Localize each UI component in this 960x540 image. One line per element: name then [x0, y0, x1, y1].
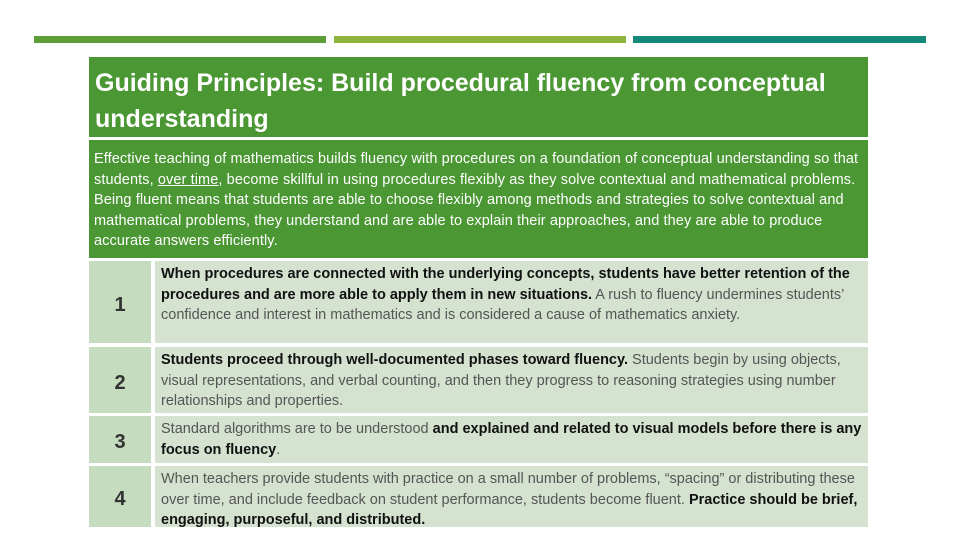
intro-underlined-text: over time	[157, 171, 219, 188]
accent-bar-lime	[334, 36, 626, 43]
principle-text	[155, 261, 868, 343]
accent-bar-teal	[633, 36, 926, 43]
principle-pre-text: Standard algorithms are to be understood	[161, 421, 433, 437]
intro-paragraph	[89, 140, 868, 258]
principle-number: 3	[89, 416, 151, 463]
principle-text	[155, 466, 868, 527]
principle-bold-text: When procedures are connected with the underlying concepts, students have better retention of the procedures and are more able to apply them in new situations.	[161, 266, 850, 303]
intro-text-2: , become skillful in using procedures flexibly as they solve contextual and mathematical problems. Being fluent means that students are able to choose flexibly among methods and strategies to solve contextual and mathematical problems, they understand and are able to explain their approaches, and they are able to produce accurate answers efficiently.	[94, 171, 856, 250]
slide-title: Guiding Principles: Build procedural fluency from conceptual understanding	[89, 57, 868, 137]
principle-post-text: .	[276, 441, 281, 458]
principle-number: 1	[89, 261, 151, 343]
principle-number: 2	[89, 347, 151, 413]
principle-text	[155, 416, 868, 463]
accent-bar-green	[34, 36, 326, 43]
principle-rest-text: A rush to fluency undermines students’ confidence and interest in mathematics and is considered a cause of mathematics anxiety.	[161, 286, 844, 324]
principle-row-1	[89, 261, 868, 343]
principle-bold-text: Practice should be brief, engaging, purposeful, and distributed.	[161, 491, 858, 529]
principle-row-4	[89, 466, 868, 527]
intro-text-1: Effective teaching of mathematics builds fluency with procedures on a foundation of conceptual understanding so that students,	[94, 151, 859, 188]
principle-row-3	[89, 416, 868, 463]
principle-text	[155, 347, 868, 413]
principle-pre-text: When teachers provide students with practice on a small number of problems, “spacing” or distributing these over time, and include feedback on student performance, students become fluent.	[161, 471, 855, 508]
principle-bold-text: Students proceed through well-documented phases toward fluency.	[161, 352, 629, 368]
principle-row-2	[89, 347, 868, 413]
principle-number: 4	[89, 466, 151, 527]
principle-rest-text: Students begin by using objects, visual representations, and verbal counting, and then they progress to reasoning strategies using number relationships and properties.	[161, 352, 841, 410]
principle-bold-text: and explained and related to visual models before there is any focus on fluency	[161, 421, 862, 458]
